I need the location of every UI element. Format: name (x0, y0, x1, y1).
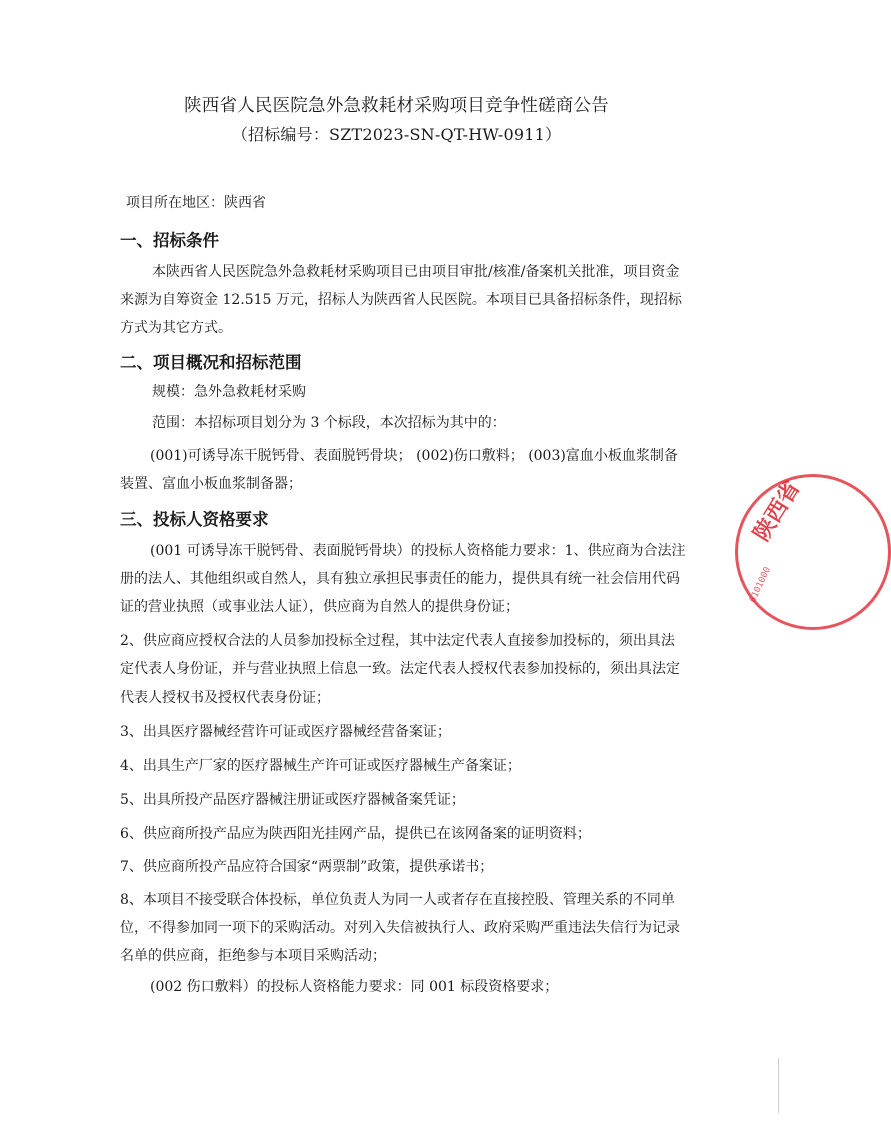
paragraph-line: 本陕西省人民医院急外急救耗材采购项目已由项目审批/核准/备案机关批准，项目资金 (152, 264, 680, 280)
paragraph-line: 定代表人身份证，并与营业执照上信息一致。法定代表人授权代表参加投标的，须出具法定 (120, 661, 680, 677)
paragraph-line: 名单的供应商，拒绝参与本项目采购活动； (120, 948, 386, 964)
project-region: 项目所在地区：陕西省 (126, 195, 266, 211)
paragraph-line: 4、出具生产厂家的医疗器械生产许可证或医疗器械生产备案证； (120, 758, 521, 774)
paragraph-line: 方式为其它方式。 (120, 320, 232, 336)
section-heading-bidder-qualifications: 三、投标人资格要求 (120, 510, 269, 529)
document-title: 陕西省人民医院急外急救耗材采购项目竞争性磋商公告 (184, 96, 609, 116)
paragraph-line: 8、本项目不接受联合体投标，单位负责人为同一人或者存在直接控股、管理关系的不同单 (120, 892, 675, 908)
paragraph-line: 6、供应商所投产品应为陕西阳光挂网产品，提供已在该网备案的证明资料； (120, 826, 591, 842)
section-heading-project-overview: 二、项目概况和招标范围 (120, 353, 302, 372)
paragraph-line: 证的营业执照（或事业法人证），供应商为自然人的提供身份证； (120, 599, 519, 615)
paragraph-line: 7、供应商所投产品应符合国家“两票制”政策，提供承诺书； (120, 859, 494, 875)
paragraph-line: 规模：急外急救耗材采购 (152, 384, 306, 400)
scan-artifact-line (778, 1058, 779, 1113)
paragraph-line: 位，不得参加同一项下的采购活动。对列入失信被执行人、政府采购严重违法失信行为记录 (120, 920, 680, 936)
official-seal-code: 6101000 (748, 565, 774, 605)
official-seal (735, 474, 891, 630)
paragraph-line: (001)可诱导冻干脱钙骨、表面脱钙骨块； (002)伤口敷料； (003)富血小板血浆制备 (150, 448, 678, 464)
paragraph-line: (001 可诱导冻干脱钙骨、表面脱钙骨块）的投标人资格能力要求：1、供应商为合法注 (150, 543, 686, 559)
official-seal-text: 陕西省 (749, 476, 806, 546)
tender-number: （招标编号：SZT2023-SN-QT-HW-0911） (231, 125, 562, 144)
paragraph-line: 3、出具医疗器械经营许可证或医疗器械经营备案证； (120, 724, 451, 740)
paragraph-line: 2、供应商应授权合法的人员参加投标全过程，其中法定代表人直接参加投标的，须出具法 (120, 633, 675, 649)
paragraph-line: 范围：本招标项目划分为 3 个标段，本次招标为其中的： (152, 415, 506, 431)
paragraph-line: 5、出具所投产品医疗器械注册证或医疗器械备案凭证； (120, 792, 465, 808)
paragraph-line: 册的法人、其他组织或自然人，具有独立承担民事责任的能力，提供具有统一社会信用代码 (120, 571, 680, 587)
paragraph-line: 装置、富血小板血浆制备器； (120, 476, 302, 492)
paragraph-line: 来源为自筹资金 12.515 万元，招标人为陕西省人民医院。本项目已具备招标条件，现招标 (120, 292, 682, 308)
paragraph-line: 代表人授权书及授权代表身份证； (120, 690, 330, 706)
section-heading-tender-conditions: 一、招标条件 (120, 231, 219, 250)
paragraph-line: (002 伤口敷料）的投标人资格能力要求：同 001 标段资格要求； (150, 979, 559, 995)
